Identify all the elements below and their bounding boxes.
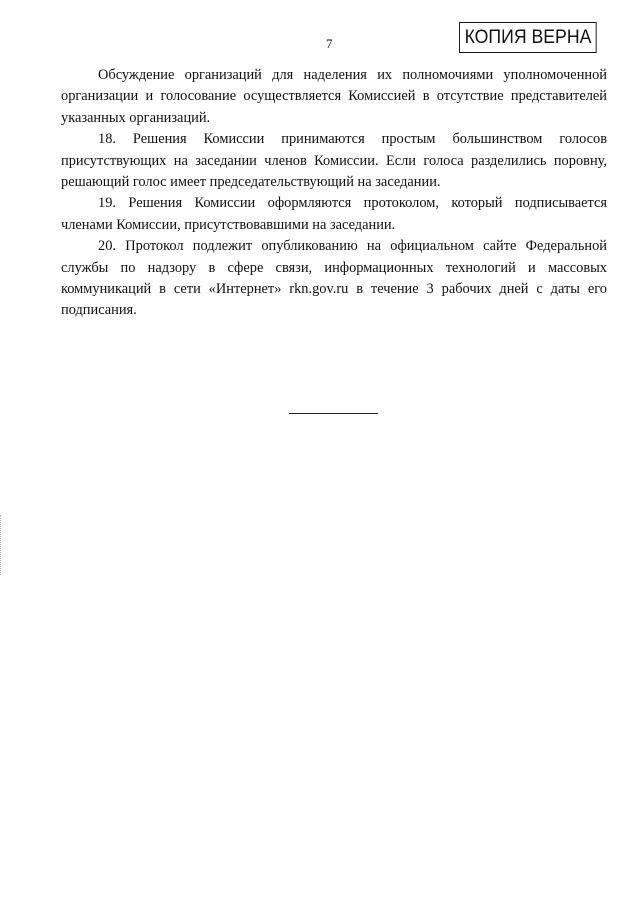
scan-edge-mark bbox=[0, 515, 3, 575]
copy-certified-stamp: КОПИЯ ВЕРНА bbox=[459, 22, 597, 53]
paragraph-discussion: Обсуждение организаций для наделения их полномочиями уполномоченной организации и голосование осуществляется Комиссией в отсутствие представителей указанных организаций. bbox=[61, 67, 607, 126]
end-divider bbox=[289, 413, 378, 414]
paragraph-20: 20. Протокол подлежит опубликованию на официальном сайте Федеральной службы по надзору в сфере связи, информационных технологий и массовых коммуникаций в сети «Интернет» rkn.gov.ru в течение 3 рабочих дней с даты его подписания. bbox=[61, 238, 607, 319]
page-number: 7 bbox=[326, 36, 333, 51]
paragraph-19: 19. Решения Комиссии оформляются протоколом, который подписывается членами Комиссии, присутствовавшими на заседании. bbox=[61, 195, 607, 233]
document-body bbox=[61, 65, 607, 322]
paragraph-18: 18. Решения Комиссии принимаются простым большинством голосов присутствующих на заседании членов Комиссии. Если голоса разделились поровну, решающий голос имеет председательствующий на заседании. bbox=[61, 131, 607, 191]
